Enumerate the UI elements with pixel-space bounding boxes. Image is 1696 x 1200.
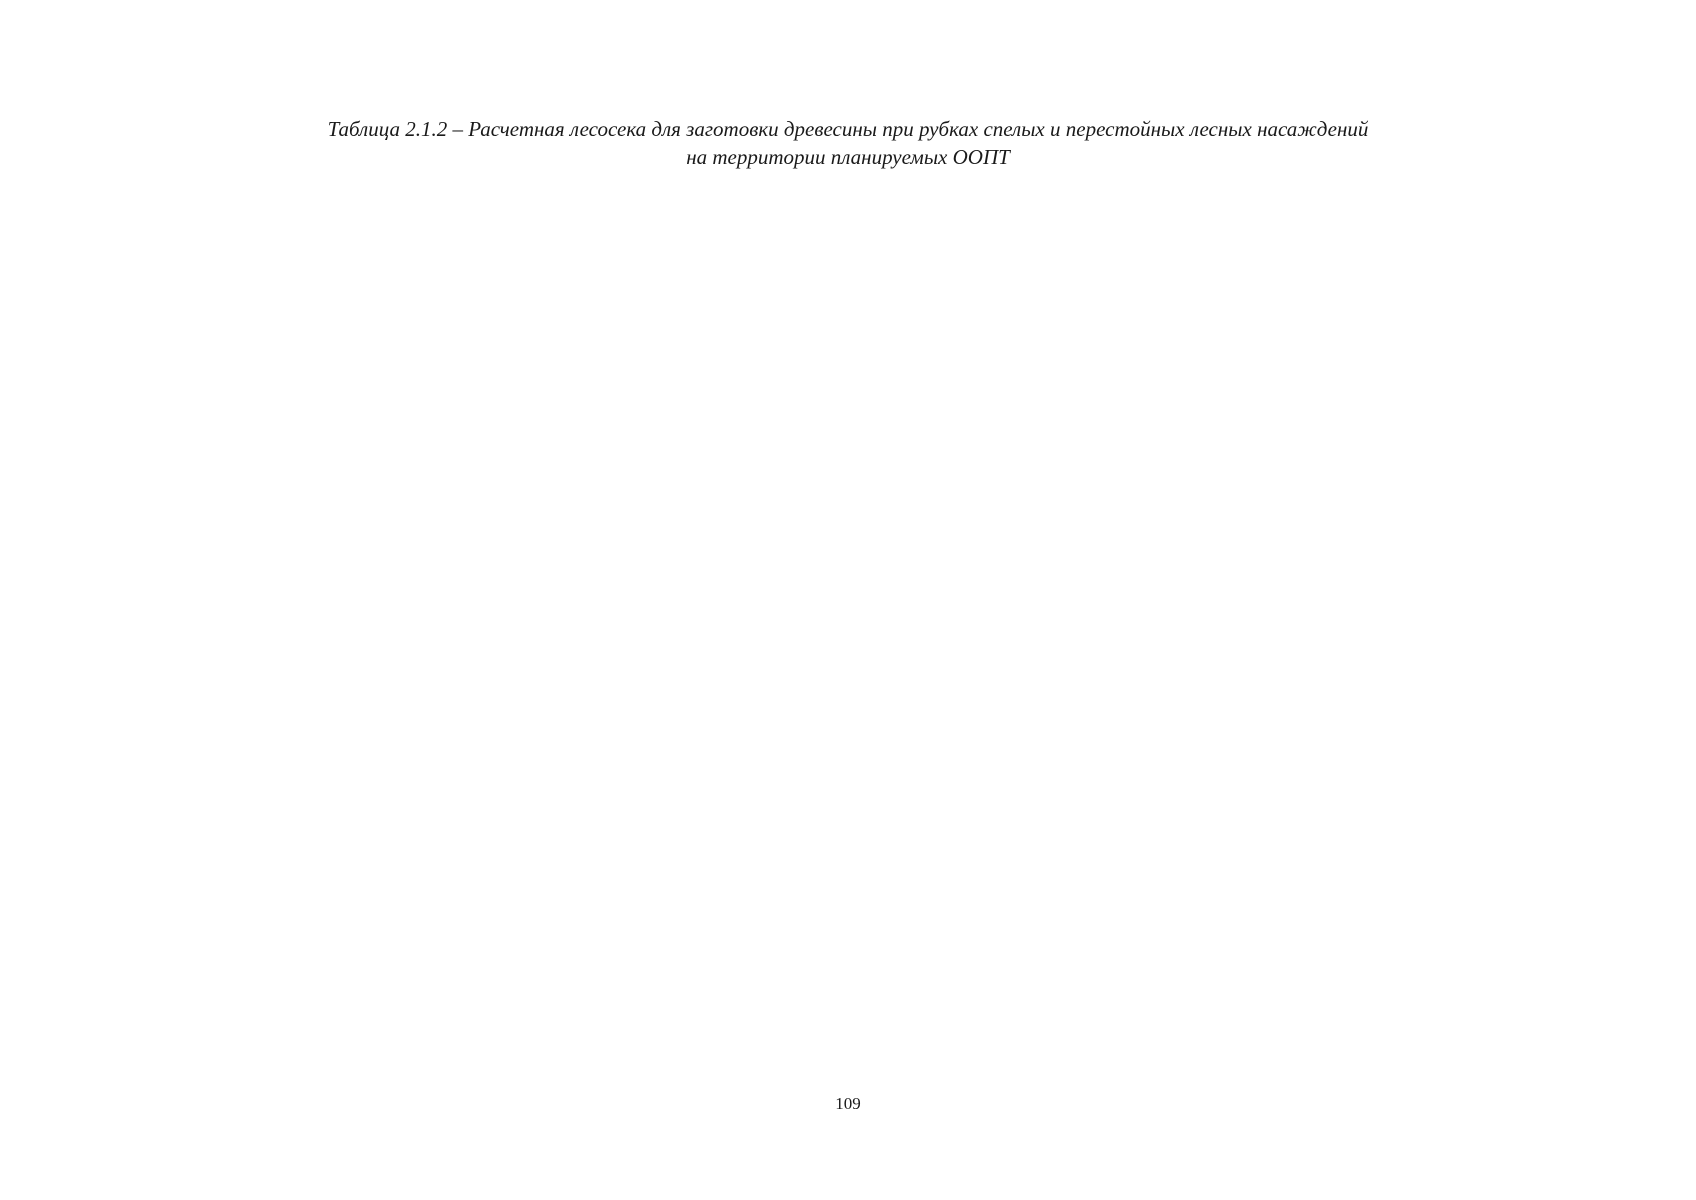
table-title-line-2: на территории планируемых ООПТ [686,145,1010,169]
table-title-line-1: Таблица 2.1.2 – Расчетная лесосека для заготовки древесины при рубках спелых и перестойных лесных насаждений [327,117,1369,141]
page-number: 109 [835,1094,861,1113]
